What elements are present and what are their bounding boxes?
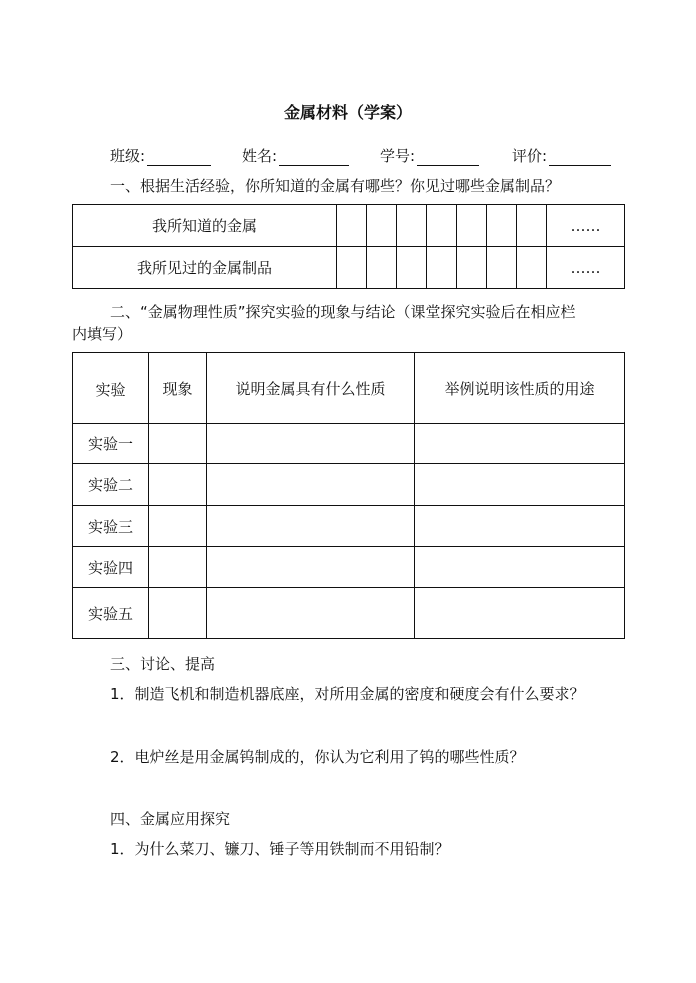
header-property: 说明金属具有什么性质 — [207, 353, 415, 424]
student-number-blank[interactable] — [417, 151, 479, 166]
fill-cell[interactable] — [337, 247, 367, 289]
table-header-row — [73, 353, 625, 424]
table-row — [73, 588, 625, 639]
experiment-table — [72, 352, 625, 639]
ellipsis-cell: …… — [547, 205, 625, 247]
ellipsis-cell: …… — [547, 247, 625, 289]
name-blank[interactable] — [279, 151, 349, 166]
class-field — [110, 145, 211, 166]
class-blank[interactable] — [147, 151, 211, 166]
name-label: 姓名: — [242, 147, 278, 165]
student-number-label: 学号: — [380, 147, 416, 165]
header-usage: 举例说明该性质的用途 — [415, 353, 625, 424]
section1-heading: 一、根据生活经验，你所知道的金属有哪些？你见过哪些金属制品？ — [110, 177, 561, 195]
table-row — [73, 506, 625, 547]
fill-cell[interactable] — [487, 247, 517, 289]
header-phenomenon: 现象 — [149, 353, 207, 424]
fill-cell[interactable] — [415, 506, 625, 547]
experiment-label: 实验二 — [73, 464, 149, 506]
section4-heading: 四、金属应用探究 — [110, 810, 231, 828]
fill-cell[interactable] — [207, 547, 415, 588]
experiment-label: 实验三 — [73, 506, 149, 547]
fill-cell[interactable] — [207, 506, 415, 547]
fill-cell[interactable] — [487, 205, 517, 247]
fill-cell[interactable] — [397, 247, 427, 289]
experiment-label: 实验一 — [73, 424, 149, 464]
table-row — [73, 547, 625, 588]
table-row — [73, 205, 625, 247]
fill-cell[interactable] — [337, 205, 367, 247]
fill-cell[interactable] — [207, 588, 415, 639]
fill-cell[interactable] — [517, 205, 547, 247]
fill-cell[interactable] — [367, 247, 397, 289]
class-label: 班级: — [110, 147, 146, 165]
fill-cell[interactable] — [415, 464, 625, 506]
student-number-field — [380, 145, 479, 166]
fill-cell[interactable] — [207, 464, 415, 506]
known-metals-table — [72, 204, 625, 289]
page-title: 金属材料（学案） — [283, 103, 412, 122]
fill-cell[interactable] — [415, 424, 625, 464]
header-experiment: 实验 — [73, 353, 149, 424]
table-row — [73, 464, 625, 506]
name-field — [242, 145, 349, 166]
fill-cell[interactable] — [427, 205, 457, 247]
fill-cell[interactable] — [149, 464, 207, 506]
section3-question2: 2．电炉丝是用金属钨制成的，你认为它利用了钨的哪些性质？ — [110, 748, 525, 766]
section3-heading: 三、讨论、提高 — [110, 655, 216, 673]
fill-cell[interactable] — [149, 506, 207, 547]
fill-cell[interactable] — [415, 547, 625, 588]
fill-cell[interactable] — [517, 247, 547, 289]
evaluation-field — [512, 145, 611, 166]
table-row — [73, 247, 625, 289]
evaluation-blank[interactable] — [549, 151, 611, 166]
section2-heading-line1: 二、“金属物理性质”探究实验的现象与结论（课堂探究实验后在相应栏 — [110, 303, 576, 321]
row-label-seen-products: 我所见过的金属制品 — [73, 247, 337, 289]
experiment-label: 实验四 — [73, 547, 149, 588]
section4-question1: 1．为什么菜刀、镰刀、锤子等用铁制而不用铅制？ — [110, 840, 450, 858]
fill-cell[interactable] — [415, 588, 625, 639]
table-row — [73, 424, 625, 464]
section3-question1: 1．制造飞机和制造机器底座，对所用金属的密度和硬度会有什么要求？ — [110, 685, 585, 703]
evaluation-label: 评价: — [512, 147, 548, 165]
fill-cell[interactable] — [367, 205, 397, 247]
section2-heading-line2: 内填写） — [72, 325, 133, 343]
fill-cell[interactable] — [149, 588, 207, 639]
fill-cell[interactable] — [397, 205, 427, 247]
fill-cell[interactable] — [149, 424, 207, 464]
experiment-label: 实验五 — [73, 588, 149, 639]
row-label-known-metals: 我所知道的金属 — [73, 205, 337, 247]
fill-cell[interactable] — [457, 205, 487, 247]
fill-cell[interactable] — [149, 547, 207, 588]
fill-cell[interactable] — [427, 247, 457, 289]
fill-cell[interactable] — [457, 247, 487, 289]
fill-cell[interactable] — [207, 424, 415, 464]
